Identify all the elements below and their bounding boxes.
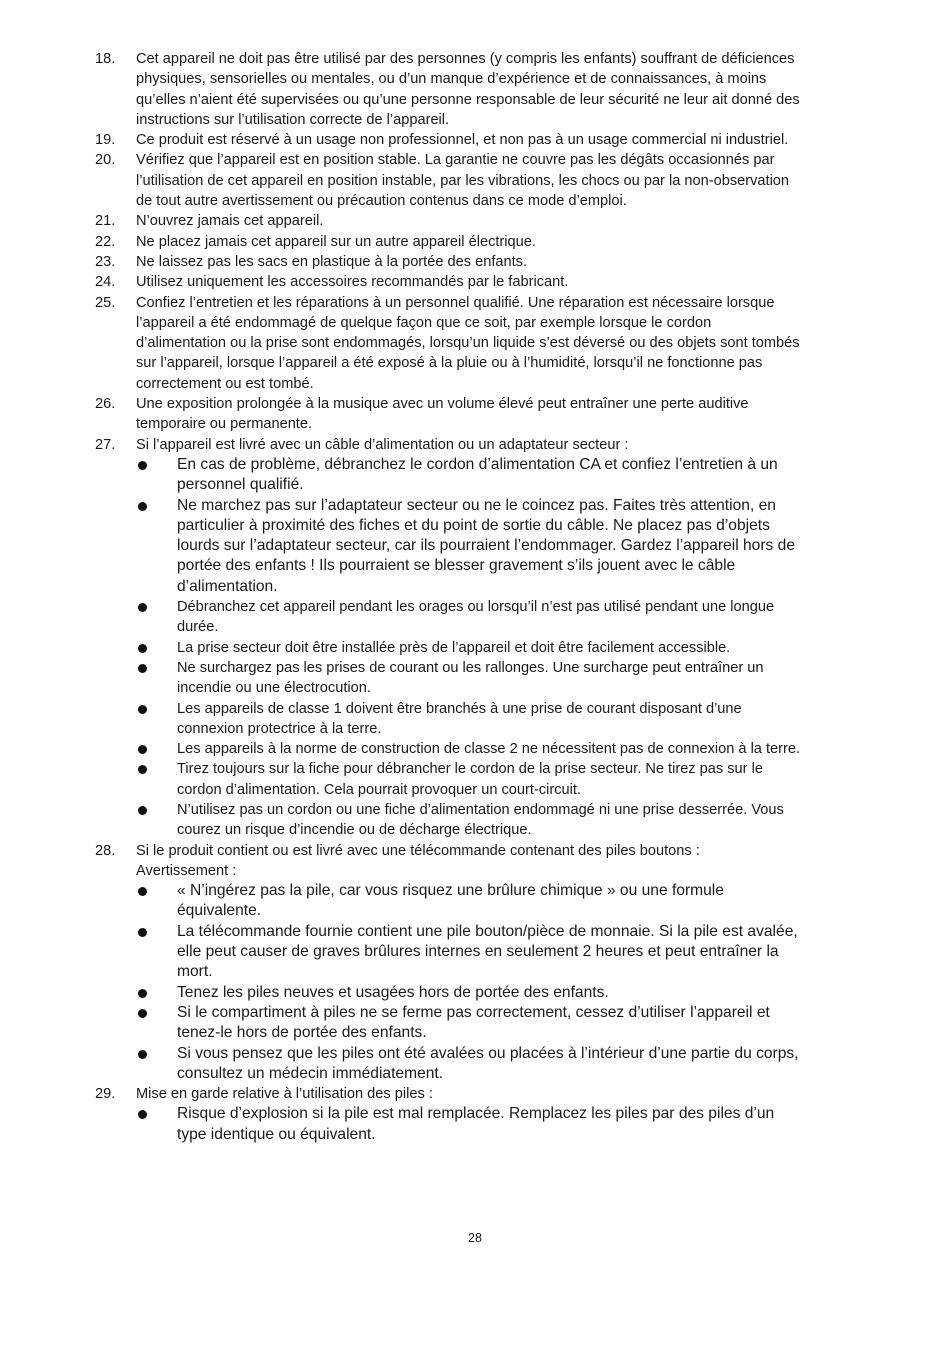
list-item-28	[95, 841, 805, 882]
item-number: 19.	[95, 132, 116, 149]
item-number: 18.	[95, 51, 116, 67]
item-text: Mise en garde relative à l’utilisation des piles :	[136, 1086, 433, 1103]
list-item-22	[95, 232, 805, 252]
item-number: 23.	[95, 253, 116, 270]
bullet-item	[95, 881, 805, 922]
bullet-dot-icon	[138, 664, 147, 673]
list-item-21	[95, 211, 805, 231]
bullet-text: Si vous pensez que les piles ont été avalées ou placées à l’intérieur d’une partie du corps, consultez un médecin immédiatement.	[177, 1044, 799, 1082]
bullet-item	[95, 800, 805, 841]
bullet-item	[95, 759, 805, 800]
item-number: 21.	[95, 213, 116, 230]
safety-instructions-list	[95, 49, 805, 1145]
bullet-item	[95, 496, 805, 597]
bullet-text: « N’ingérez pas la pile, car vous risquez une brûlure chimique » ou une formule équivalente.	[177, 882, 724, 920]
bullet-text: La télécommande fournie contient une pile bouton/pièce de monnaie. Si la pile est avalée, elle peut causer de graves brûlures internes en seulement 2 heures et peut entraîner la mort.	[177, 922, 798, 981]
bullet-item	[95, 922, 805, 983]
warning-label: Avertissement :	[136, 862, 237, 879]
battery-caution-bullet-list	[95, 1104, 805, 1145]
page-number: 28	[468, 1231, 482, 1245]
item-text: Ne placez jamais cet appareil sur un autre appareil électrique.	[136, 233, 536, 250]
list-item-26	[95, 394, 805, 435]
bullet-item	[95, 983, 805, 1003]
bullet-text: Risque d’explosion si la pile est mal remplacée. Remplacez les piles par des piles d’un type identique ou équivalent.	[177, 1105, 775, 1143]
bullet-item	[95, 1104, 805, 1145]
bullet-item	[95, 699, 805, 740]
bullet-item	[95, 1044, 805, 1085]
bullet-dot-icon	[138, 644, 147, 653]
list-item-27	[95, 435, 805, 455]
list-item-18	[95, 49, 805, 130]
item-number: 28.	[95, 842, 116, 859]
item-text: Vérifiez que l’appareil est en position stable. La garantie ne couvre pas les dégâts occasionnés par l’utilisation de cet appareil en position instable, par les vibrations, les chocs ou par la non-observation de tout autre avertissement ou précaution contenus dans ce mode d’emploi.	[136, 152, 790, 210]
bullet-dot-icon	[138, 502, 147, 511]
item-number: 25.	[95, 294, 116, 311]
power-cable-bullet-list	[95, 455, 805, 841]
bullet-text: Tirez toujours sur la fiche pour débrancher le cordon de la prise secteur. Ne tirez pas sur le cordon d’alimentation. Cela pourrait provoquer un court-circuit.	[177, 761, 763, 798]
bullet-text: Les appareils de classe 1 doivent être branchés à une prise de courant disposant d’une connexion protectrice à la terre.	[177, 700, 742, 737]
bullet-item	[95, 597, 805, 638]
list-item-29	[95, 1084, 805, 1104]
bullet-item	[95, 638, 805, 658]
item-text: Utilisez uniquement les accessoires recommandés par le fabricant.	[136, 274, 569, 291]
list-item-25	[95, 293, 805, 394]
item-text: Si le produit contient ou est livré avec une télécommande contenant des piles boutons :	[136, 842, 700, 859]
item-number: 29.	[95, 1086, 116, 1103]
bullet-item	[95, 739, 805, 759]
bullet-text: Débranchez cet appareil pendant les orages ou lorsqu’il n’est pas utilisé pendant une longue durée.	[177, 599, 775, 636]
bullet-text: N’utilisez pas un cordon ou une fiche d’alimentation endommagé ni une prise desserrée. Vous courez un risque d’incendie ou de décharge électrique.	[177, 801, 784, 839]
bullet-dot-icon	[138, 745, 147, 754]
item-text: Une exposition prolongée à la musique avec un volume élevé peut entraîner une perte auditive temporaire ou permanente.	[136, 396, 749, 433]
item-text: Ne laissez pas les sacs en plastique à la portée des enfants.	[136, 253, 528, 270]
bullet-dot-icon	[138, 461, 147, 470]
item-text: Si l’appareil est livré avec un câble d’alimentation ou un adaptateur secteur :	[136, 436, 629, 453]
bullet-text: Tenez les piles neuves et usagées hors de portée des enfants.	[177, 983, 609, 1001]
bullet-dot-icon	[138, 928, 147, 937]
bullet-text: Si le compartiment à piles ne se ferme pas correctement, cessez d’utiliser l’appareil et tenez-le hors de portée des enfants.	[177, 1003, 770, 1042]
bullet-dot-icon	[138, 806, 147, 815]
item-number: 26.	[95, 396, 116, 413]
bullet-item	[95, 658, 805, 699]
list-item-24	[95, 272, 805, 292]
bullet-dot-icon	[138, 603, 147, 612]
item-text: Confiez l’entretien et les réparations à un personnel qualifié. Une réparation est nécessaire lorsque l’appareil a été endommagé de quelque façon que ce soit, par exemple lorsque le cordon d’alimentation ou la prise sont endommagés, lorsqu’un liquide s’est déversé ou des objets sont tombés sur l’appareil, lorsque l’appareil a été exposé à la pluie ou à l’humidité, lorsqu’il ne fonctionne pas correctement ou est tombé.	[136, 294, 800, 392]
bullet-item	[95, 1003, 805, 1044]
bullet-text: Ne marchez pas sur l’adaptateur secteur ou ne le coincez pas. Faites très attention, en particulier à proximité des fiches et du point de sortie du câble. Ne placez pas d’objets lourds sur l’adaptateur secteur, car ils pourraient l’endommager. Gardez l’appareil hors de portée des enfants ! Ils pourraient se blesser gravement s’ils jouent avec le câble d’alimentation.	[177, 496, 796, 595]
item-number: 22.	[95, 233, 116, 250]
list-item-20	[95, 150, 805, 211]
item-text: N’ouvrez jamais cet appareil.	[136, 213, 324, 230]
bullet-dot-icon	[138, 705, 147, 714]
bullet-text: La prise secteur doit être installée près de l’appareil et doit être facilement accessible.	[177, 639, 731, 656]
bullet-item	[95, 455, 805, 496]
bullet-text: Ne surchargez pas les prises de courant ou les rallonges. Une surcharge peut entraîner un incendie ou une électrocution.	[177, 659, 764, 697]
bullet-dot-icon	[138, 1050, 147, 1059]
item-number: 27.	[95, 436, 116, 453]
list-item-23	[95, 252, 805, 272]
bullet-dot-icon	[138, 989, 147, 998]
item-number: 24.	[95, 274, 116, 291]
list-item-19	[95, 130, 805, 150]
bullet-text: Les appareils à la norme de construction de classe 2 ne nécessitent pas de connexion à la terre.	[177, 741, 801, 758]
bullet-dot-icon	[138, 1110, 147, 1119]
bullet-dot-icon	[138, 887, 147, 896]
item-text: Ce produit est réservé à un usage non professionnel, et non pas à un usage commercial ni industriel.	[136, 132, 789, 149]
item-number: 20.	[95, 152, 116, 169]
bullet-dot-icon	[138, 1009, 147, 1018]
bullet-dot-icon	[138, 765, 147, 774]
item-text: Cet appareil ne doit pas être utilisé par des personnes (y compris les enfants) souffrant de déficiences physiques, sensorielles ou mentales, ou d’un manque d’expérience et de connaissances, à moins qu’elles n’aient été supervisées ou qu’une personne responsable de leur sécurité ne leur ait donné des instructions sur l’utilisation correcte de l’appareil.	[136, 51, 800, 128]
battery-bullet-list	[95, 881, 805, 1084]
bullet-text: En cas de problème, débranchez le cordon d’alimentation CA et confiez l’entretien à un personnel qualifié.	[177, 455, 778, 494]
